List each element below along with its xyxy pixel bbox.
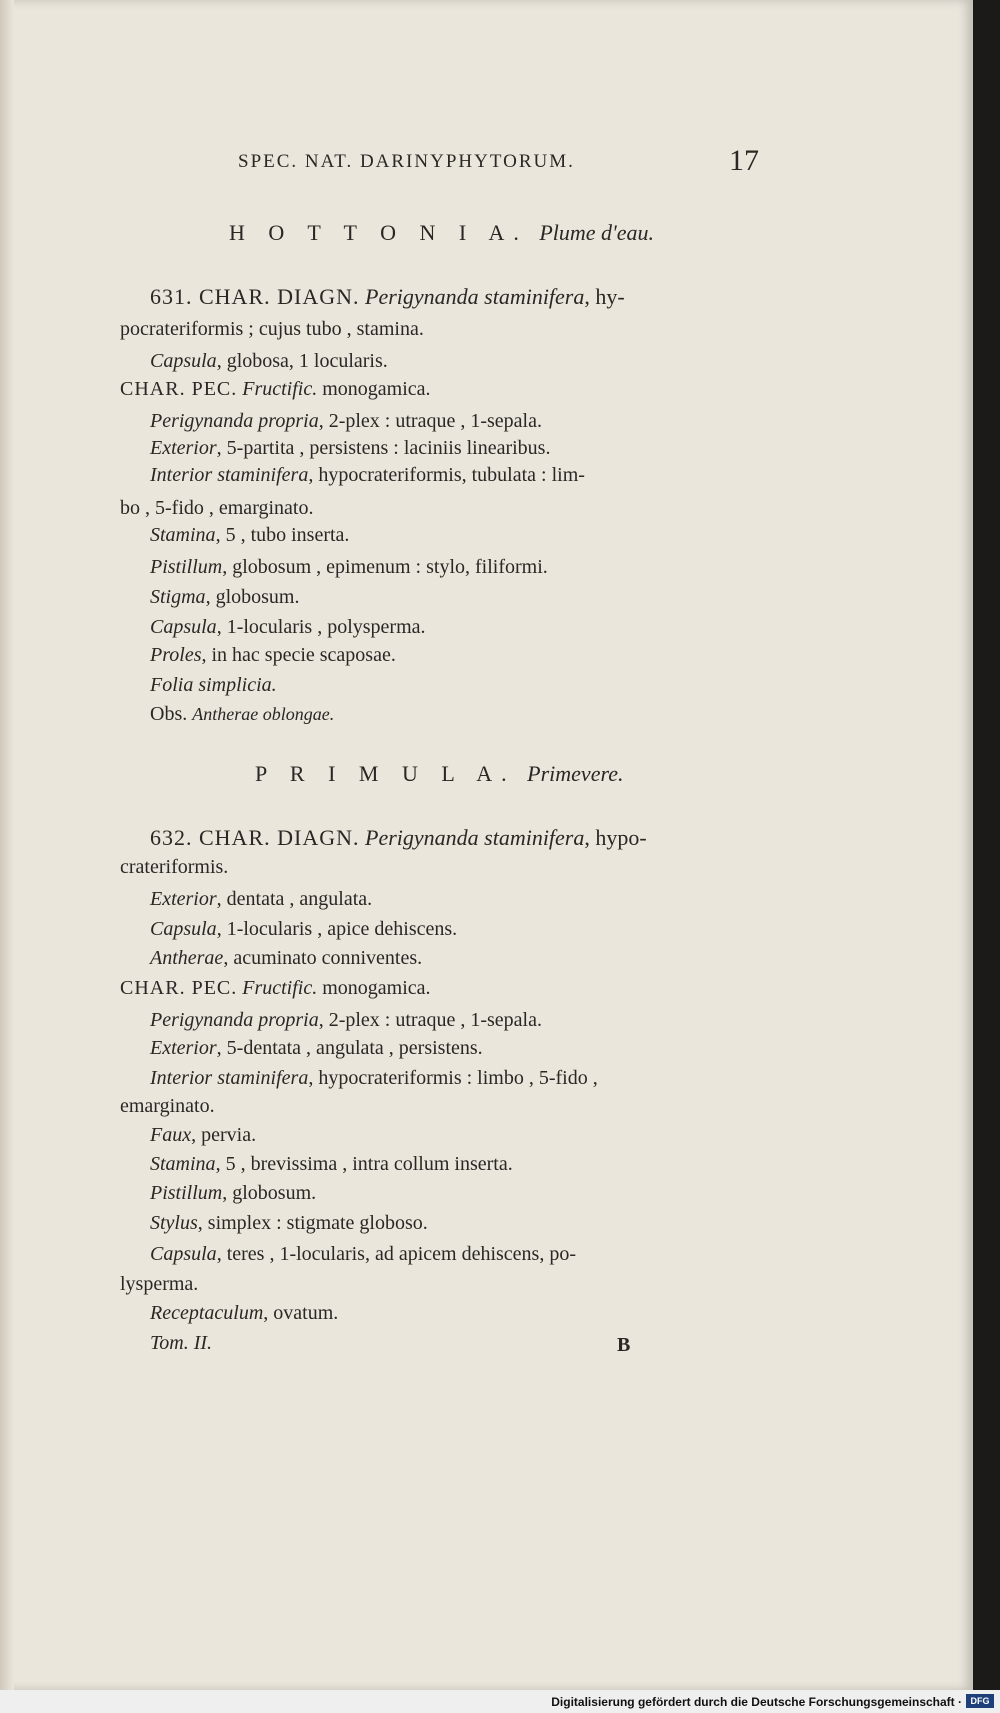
entry-631-line-10: Pistillum, globosum , epimenum : stylo, filiformi.	[150, 556, 548, 578]
entry-631-line-4: CHAR. PEC. Fructific. monogamica.	[120, 378, 431, 400]
entry-631-line-5: Perigynanda propria, 2-plex : utraque , 1-sepala.	[150, 410, 542, 432]
entry-631-line-11: Stigma, globosum.	[150, 586, 300, 608]
genus-heading-primula: P R I M U L A. Primevere.	[255, 761, 624, 786]
entry-632-line-4: Capsula, 1-locularis , apice dehiscens.	[150, 918, 458, 940]
genus-heading-hottonia: H O T T O N I A. Plume d'eau.	[229, 220, 655, 245]
entry-632-line-15: Capsula, teres , 1-locularis, ad apicem dehiscens, po-	[150, 1243, 577, 1265]
entry-632-line-16: lysperma.	[120, 1273, 199, 1295]
entry-632-line-11: Faux, pervia.	[150, 1124, 257, 1146]
entry-632-line-7: Perigynanda propria, 2-plex : utraque , 1-sepala.	[150, 1009, 542, 1031]
entry-632-line-13: Pistillum, globosum.	[150, 1182, 317, 1204]
entry-631-line-8: bo , 5-fido , emarginato.	[120, 497, 314, 519]
running-title: SPEC. NAT. DARINYPHYTORUM.	[238, 151, 575, 172]
entry-631-line-6: Exterior, 5-partita , persistens : laciniis linearibus.	[150, 437, 551, 459]
entry-631-line-14: Folia simplicia.	[150, 674, 277, 696]
page-gutter	[0, 0, 14, 1690]
entry-632-line-12: Stamina, 5 , brevissima , intra collum inserta.	[150, 1153, 513, 1175]
entry-631-line-3: Capsula, globosa, 1 locularis.	[150, 350, 388, 372]
entry-631-line-9: Stamina, 5 , tubo inserta.	[150, 524, 350, 546]
entry-632-line-17: Receptaculum, ovatum.	[150, 1302, 339, 1324]
entry-631-line-15: Obs. Antherae oblongae.	[150, 703, 335, 725]
page-number: 17	[729, 144, 759, 177]
entry-631-line-2: pocrateriformis ; cujus tubo , stamina.	[120, 318, 424, 340]
entry-632-line-8: Exterior, 5-dentata , angulata , persistens.	[150, 1037, 483, 1059]
entry-631-line-13: Proles, in hac specie scaposae.	[150, 644, 396, 666]
entry-632-line-5: Antherae, acuminato conniventes.	[150, 947, 423, 969]
entry-632-line-3: Exterior, dentata , angulata.	[150, 888, 373, 910]
entry-631-line-1: 631. CHAR. DIAGN. Perigynanda staminifera, hy-	[150, 284, 625, 309]
funding-notice: Digitalisierung gefördert durch die Deutsche Forschungsgemeinschaft ·	[551, 1695, 962, 1709]
volume-signature: Tom. II.	[150, 1332, 213, 1354]
entry-632-line-2: crateriformis.	[120, 856, 229, 878]
entry-631-line-12: Capsula, 1-locularis , polysperma.	[150, 616, 426, 638]
entry-631-line-7: Interior staminifera, hypocrateriformis, tubulata : lim-	[150, 464, 585, 486]
digitization-footer	[0, 1690, 1000, 1713]
gathering-signature: B	[617, 1334, 631, 1356]
entry-632-line-1: 632. CHAR. DIAGN. Perigynanda staminifera, hypo-	[150, 825, 647, 850]
entry-632-line-6: CHAR. PEC. Fructific. monogamica.	[120, 977, 431, 999]
entry-632-line-9: Interior staminifera, hypocrateriformis : limbo , 5-fido ,	[150, 1067, 598, 1089]
entry-632-line-14: Stylus, simplex : stigmate globoso.	[150, 1212, 428, 1234]
entry-632-line-10: emarginato.	[120, 1095, 215, 1117]
dfg-logo: DFG	[966, 1694, 994, 1708]
